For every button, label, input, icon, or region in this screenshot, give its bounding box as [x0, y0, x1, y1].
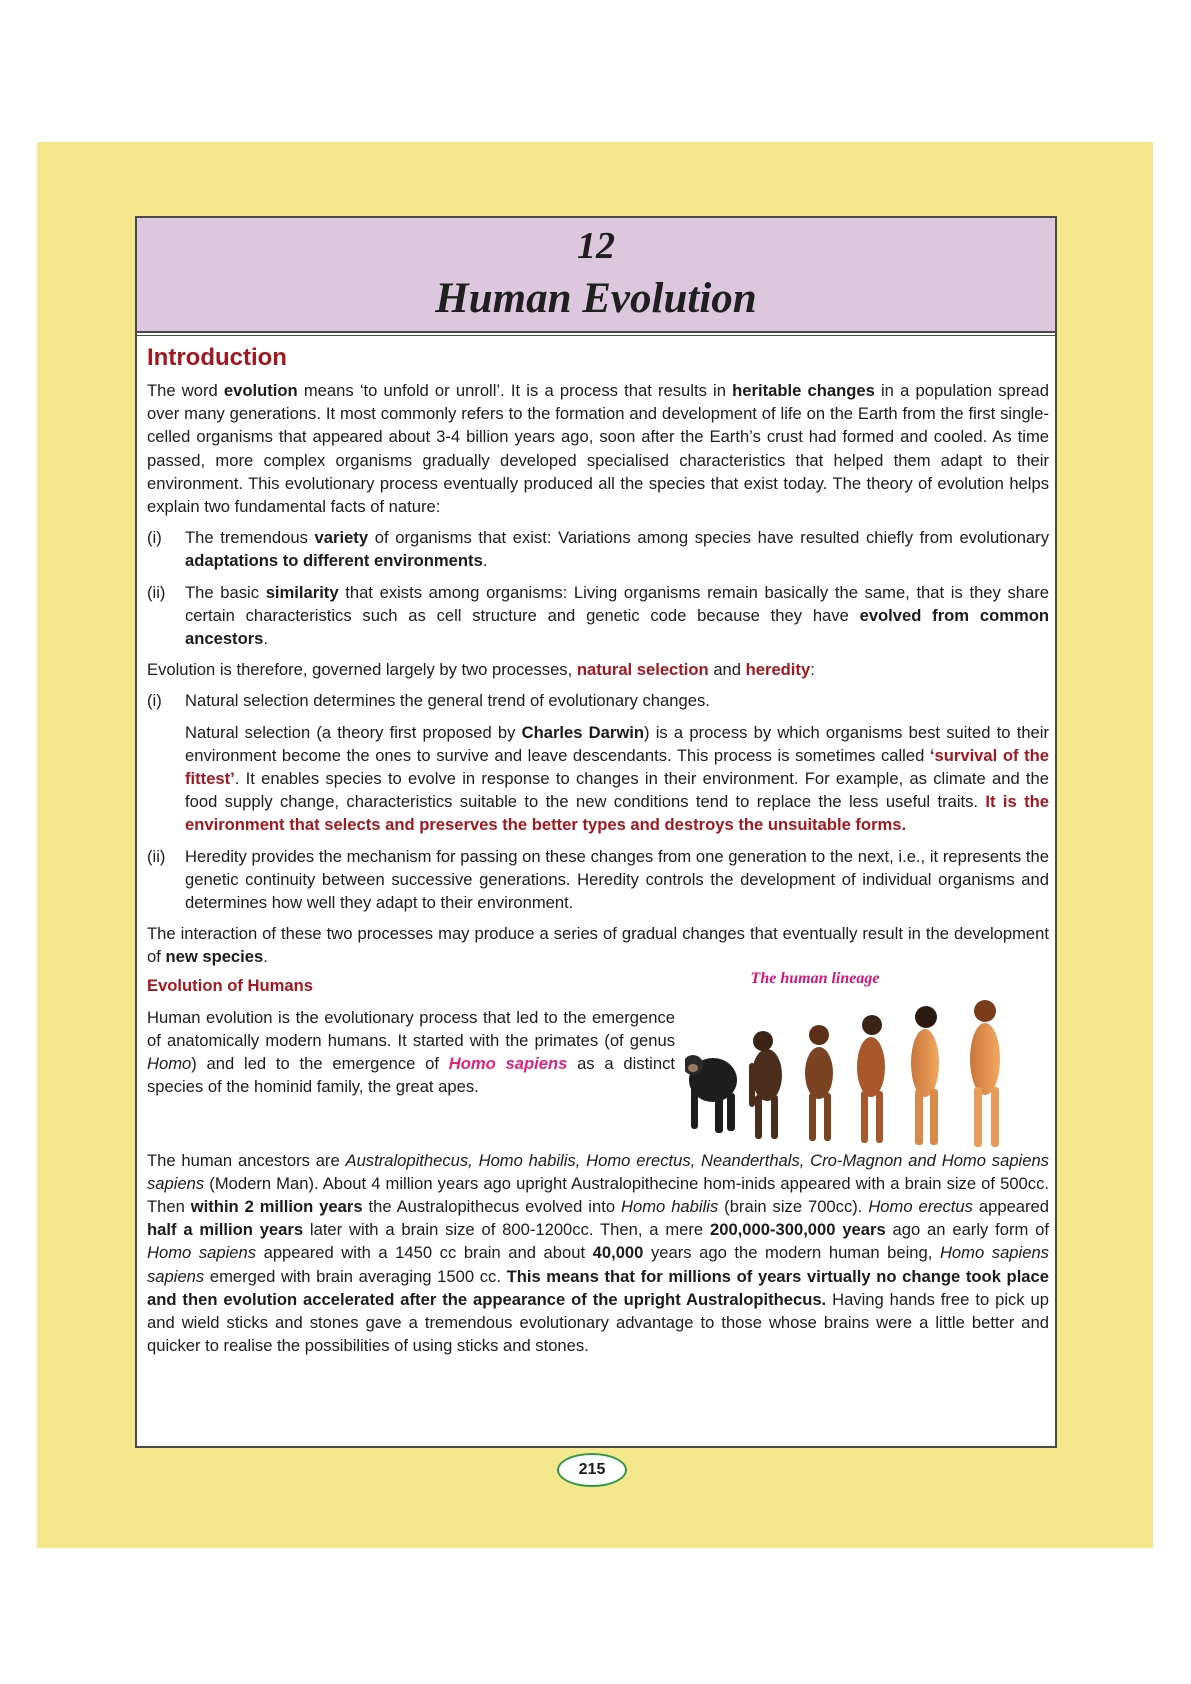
homo-habilis-figure: [857, 1015, 885, 1143]
process-list-item: [147, 689, 1049, 712]
evolution-intro-paragraph: Human evolution is the evolutionary process that led to the emergence of anatomically modern humans. It started with the primates (of genus Homo) and led to the emergence of Homo sapiens as a distinct species of the hominid family, the great apes.: [147, 1007, 676, 1097]
process-text: Heredity provides the mechanism for passing on these changes from one generation to the next, i.e., it represents the genetic continuity between successive generations. Heredity controls the development of individual organisms and determines how well they adapt to their environment.: [185, 846, 1049, 913]
list-marker: (ii): [147, 846, 166, 866]
australopithecus-figure: [805, 1025, 833, 1141]
figure-caption: The human lineage: [750, 969, 880, 987]
fact-text: The tremendous variety of organisms that exist: Variations among species have resulted chiefly from evolutionary adaptations to different environments.: [185, 528, 1049, 571]
human-lineage-figure: [685, 967, 1047, 1152]
section-heading-introduction: Introduction: [147, 344, 287, 371]
processes-paragraph: Evolution is therefore, governed largely by two processes, natural selection and heredity:: [147, 660, 815, 680]
chapter-number: 12: [577, 225, 615, 267]
list-marker: (i): [147, 528, 162, 548]
page-card: [135, 216, 1057, 1448]
fact-text: The basic similarity that exists among organisms: Living organisms remain basically the same, that is they share certain characteristics such as cell structure and genetic code because they have evolved from common ancestors.: [185, 582, 1049, 649]
header-divider: [137, 335, 1055, 336]
process-text: Natural selection determines the general trend of evolutionary changes.: [185, 691, 710, 711]
ancestors-paragraph: The human ancestors are Australopithecus, Homo habilis, Homo erectus, Neanderthals, Cro-Magnon and Homo sapiens sapiens (Modern Man). About 4 million years ago upright Australopithecine hom-inids appeared with a brain size of 500cc. Then within 2 million years the Australopithecus evolved into Homo habilis (brain size 700cc). Homo erectus appeared half a million years later with a brain size of 800-1200cc. Then, a mere 200,000-300,000 years ago an early form of Homo sapiens appeared with a 1450 cc brain and about 40,000 years ago the modern human being, Homo sapiens sapiens emerged with brain averaging 1500 cc. This means that for millions of years virtually no change took place and then evolution accelerated after the appearance of the upright Australopithecus. Having hands free to pick up and wield sticks and stones gave a tremendous evolutionary advantage to those whose brains were a little better and quicker to realise the possibilities of using sticks and stones.: [147, 1150, 1050, 1356]
chapter-title: Human Evolution: [435, 275, 757, 322]
homo-sapiens-figure: [970, 1000, 1000, 1147]
list-marker: (i): [147, 691, 162, 711]
chapter-header: [137, 218, 1055, 333]
chimpanzee-figure: [685, 1055, 737, 1133]
fact-list-item: [147, 581, 1049, 651]
process-list-item: [147, 845, 1049, 915]
section-heading-evolution-of-humans: Evolution of Humans: [147, 975, 313, 995]
chapter-content: [147, 343, 1049, 1358]
list-marker: (ii): [147, 582, 166, 602]
intro-paragraph: The word evolution means ‘to unfold or unroll’. It is a process that results in heritable changes in a population spread over many generations. It most commonly refers to the formation and development of life on the Earth from the first single-celled organisms that appeared about 3-4 billion years ago, soon after the Earth’s crust had formed and cooled. As time passed, more complex organisms gradually developed specialised characteristics that helped them adapt to their environment. This evolutionary process eventually produced all the species that exist today. The theory of evolution helps explain two fundamental facts of nature:: [147, 381, 1049, 517]
natural-selection-paragraph: Natural selection (a theory first proposed by Charles Darwin) is a process by which organisms best suited to their environment become the ones to survive and leave descendants. This process is sometimes called ‘survival of the fittest’. It enables species to evolve in response to changes in their environment. For example, as climate and the food supply change, characteristics suitable to the new conditions tend to replace the less useful traits. It is the environment that selects and preserves the better types and destroys the unsuitable forms.: [185, 722, 1049, 835]
ape-figure: [749, 1031, 782, 1139]
human-lineage-illustration: [685, 985, 1047, 1150]
page-number: 215: [557, 1453, 627, 1487]
homo-erectus-figure: [911, 1006, 939, 1145]
fact-list-item: [147, 526, 1049, 572]
interaction-paragraph: The interaction of these two processes may produce a series of gradual changes that eventually result in the development of new species.: [147, 924, 1049, 967]
